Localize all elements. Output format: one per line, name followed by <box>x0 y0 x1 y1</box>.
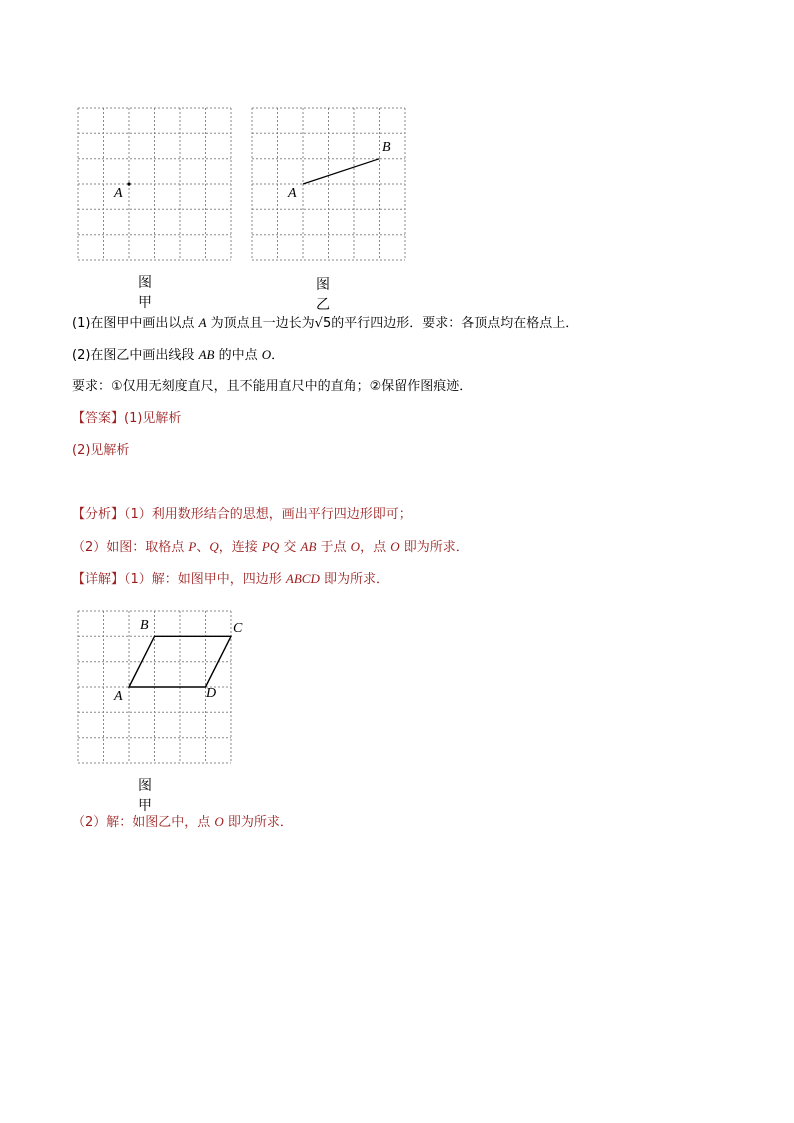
a2-text-post: 即为所求． <box>399 540 469 555</box>
analysis-tag: 【分析】 <box>72 507 125 522</box>
q2-text-mid: 的中点 <box>214 348 262 363</box>
a2-sep: 、 <box>196 540 210 555</box>
detail-tag: 【详解】 <box>72 572 125 587</box>
q2-text-post: ． <box>271 348 285 363</box>
requirement: 要求：①仅用无刻度直尺，且不能用直尺中的直角；②保留作图痕迹． <box>72 379 473 394</box>
q2-text: (2)在图乙中画出线段 <box>72 348 199 363</box>
point-a-label: A <box>114 689 123 704</box>
point-a-label: A <box>114 186 123 201</box>
point-c-label: C <box>233 621 243 636</box>
a2-segment-pq: PQ <box>261 539 280 554</box>
a2-segment-ab: AB <box>300 539 317 554</box>
figure-jia-answer-caption: 图甲 <box>138 778 152 814</box>
answer-line-2: (2)见解析 <box>72 443 130 458</box>
point-a-label: A <box>288 186 297 201</box>
detail-line-2 <box>72 813 293 832</box>
q2-segment-ab: AB <box>198 347 215 362</box>
a2-text-4: ，点 <box>360 540 391 555</box>
a2-point-p: P <box>188 539 197 554</box>
d2-text-post: 即为所求． <box>223 815 293 830</box>
a2-point-q: Q <box>209 539 219 554</box>
a2-text-2: 交 <box>279 540 301 555</box>
point-d-label: D <box>206 686 217 701</box>
d1-quad-abcd: ABCD <box>285 571 320 586</box>
a2-text-3: 于点 <box>316 540 351 555</box>
figure-jia-caption: 图甲 <box>138 275 152 311</box>
q1-point-a: A <box>198 315 207 330</box>
d2-text: （2）解：如图乙中，点 <box>72 815 215 830</box>
point-b-label: B <box>140 618 149 633</box>
answer-1: (1)见解析 <box>124 411 182 426</box>
a2-point-o: O <box>350 539 361 554</box>
d2-point-o: O <box>214 814 224 829</box>
q1-sqrt5: √5 <box>314 316 332 331</box>
point-b-label: B <box>382 140 391 155</box>
d1-text-post: 即为所求． <box>319 572 390 587</box>
q1-text: (1)在图甲中画出以点 <box>72 316 199 331</box>
d1-text: （1）解：如图甲中，四边形 <box>124 572 286 587</box>
figure-yi-caption: 图乙 <box>316 277 330 313</box>
a2-point-o-2: O <box>390 539 400 554</box>
analysis-1: （1）利用数形结合的思想，画出平行四边形即可； <box>124 507 412 522</box>
answer-tag: 【答案】 <box>72 411 125 426</box>
q1-text-mid: 为顶点且一边长为 <box>206 316 315 331</box>
q1-text-post: 的平行四边形．要求：各顶点均在格点上． <box>331 316 579 331</box>
a2-text-1: ，连接 <box>218 540 262 555</box>
a2-text: （2）如图：取格点 <box>72 540 189 555</box>
q2-point-o: O <box>261 347 272 362</box>
